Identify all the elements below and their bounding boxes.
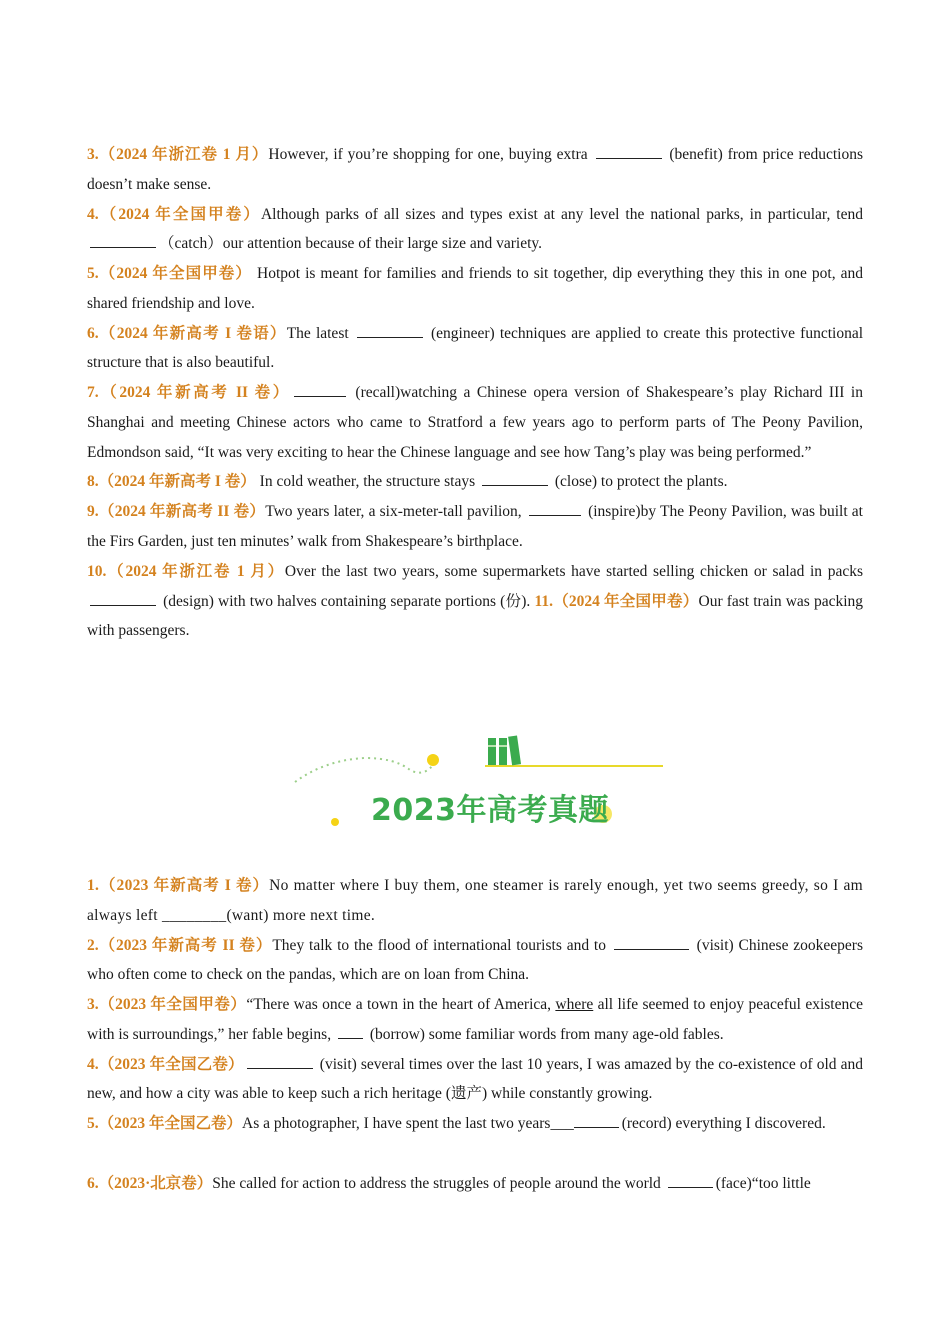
- question-label: 4.（2024 年全国甲卷）: [87, 205, 261, 223]
- question-label: 5.（2024 年全国甲卷）: [87, 265, 253, 283]
- question-label: 7.（2024 年新高考 II 卷）: [87, 384, 291, 402]
- question-2023-1: 1.（2023 年新高考 I 卷）No matter where I buy them, one steamer is rarely enough, yet two seems greedy, so I am always left ________(want) more next time.: [87, 877, 863, 924]
- question-2024-9: 9.（2024 年新高考 II 卷）Two years later, a six-meter-tall pavilion, (inspire)by The Peony Pavilion, was built at the Firs Garden, just ten minutes’ walk from Shakespeare’s birthplace.: [87, 497, 863, 556]
- answer-blank[interactable]: [357, 321, 423, 338]
- question-2024-7: 7.（2024 年新高考 II 卷） (recall)watching a Chinese opera version of Shakespeare’s play Richard III in Shanghai and meeting Chinese actors who came to Stratford a few years ago to perform parts of The Peony Pavilion, Edmondson said, “It was very exciting to hear the Chinese language and see how Tang’s play was being performed.”: [87, 378, 863, 467]
- question-2023-2: 2.（2023 年新高考 II 卷）They talk to the flood of international tourists and to (visit) Chinese zookeepers who often come to check on the pandas, which are on loan from China.: [87, 931, 863, 990]
- answer-blank[interactable]: [574, 1112, 619, 1129]
- question-label: 9.（2024 年新高考 II 卷）: [87, 503, 266, 521]
- question-2023-5: 5.（2023 年全国乙卷）As a photographer, I have spent the last two years___ (record) everything I discovered.: [87, 1109, 863, 1139]
- answer-blank[interactable]: [614, 933, 689, 950]
- question-2024-10: 10.（2024 年浙江卷 1 月）Over the last two years, some supermarkets have started selling chicken or salad in packs (design) with two halves containing separate portions (份). 11.（2024 年全国甲卷）Our fast train was packing with passengers.: [87, 563, 864, 640]
- question-2023-6: 6.（2023·北京卷）She called for action to address the struggles of people around the world (face)“too little: [87, 1169, 863, 1199]
- answer-blank[interactable]: [294, 381, 346, 398]
- question-2024-4: 4.（2024 年全国甲卷）Although parks of all sizes and types exist at any level the national parks, in particular, tend （catch）our attention because of their large size and variety.: [87, 205, 863, 253]
- question-label: 3.（2023 年全国甲卷）: [87, 996, 247, 1014]
- question-label: 10.（2024 年浙江卷 1 月）: [87, 563, 285, 581]
- question-label: 5.（2023 年全国乙卷）: [87, 1115, 243, 1133]
- banner-title: 2023年高考真题: [371, 793, 609, 828]
- question-label: 6.（2024 年新高考 I 卷语）: [87, 324, 287, 342]
- question-label: 1.（2023 年新高考 I 卷）: [87, 877, 270, 894]
- question-label: 11.（2024 年全国甲卷）: [534, 592, 699, 610]
- question-2023-3: 3.（2023 年全国甲卷）“There was once a town in the heart of America, where all life seemed to enjoy peaceful existence with is surroundings,” her fable begins, (borrow) some familiar words from many age-old fables.: [87, 996, 863, 1043]
- answer-blank[interactable]: [247, 1052, 313, 1069]
- answer-blank[interactable]: [529, 500, 581, 517]
- answer-blank[interactable]: [90, 589, 156, 606]
- question-2024-6: 6.（2024 年新高考 I 卷语）The latest (engineer) techniques are applied to create this protective functional structure that is also beautiful.: [87, 319, 863, 378]
- question-2024-3: 3.（2024 年浙江卷 1 月）However, if you’re shopping for one, buying extra (benefit) from price reductions doesn’t make sense.: [87, 140, 863, 199]
- questions-2023: [87, 871, 863, 1198]
- answer-blank[interactable]: [668, 1171, 713, 1188]
- answer-blank[interactable]: [482, 470, 548, 487]
- question-label: 3.（2024 年浙江卷 1 月）: [87, 146, 269, 163]
- question-2024-8: 8.（2024 年新高考 I 卷） In cold weather, the structure stays (close) to protect the plants.: [87, 467, 863, 497]
- question-2024-5: 5.（2024 年全国甲卷） Hotpot is meant for families and friends to sit together, dip everything they this in one pot, and shared friendship and love.: [87, 265, 863, 312]
- question-label: 6.（2023·北京卷）: [87, 1174, 213, 1192]
- answer-blank[interactable]: [90, 232, 156, 249]
- question-label: 4.（2023 年全国乙卷）: [87, 1055, 244, 1073]
- answer-blank[interactable]: [338, 1022, 363, 1039]
- question-label: 8.（2024 年新高考 I 卷）: [87, 473, 256, 491]
- questions-2024: [87, 140, 863, 646]
- section-banner: [285, 730, 675, 840]
- question-2023-4: 4.（2023 年全国乙卷） (visit) several times over the last 10 years, I was amazed by the co-existence of old and new, and how a city was able to keep such a rich heritage (遗产) while constantly growing.: [87, 1050, 863, 1109]
- answer-blank[interactable]: [596, 143, 662, 160]
- question-label: 2.（2023 年新高考 II 卷）: [87, 936, 273, 954]
